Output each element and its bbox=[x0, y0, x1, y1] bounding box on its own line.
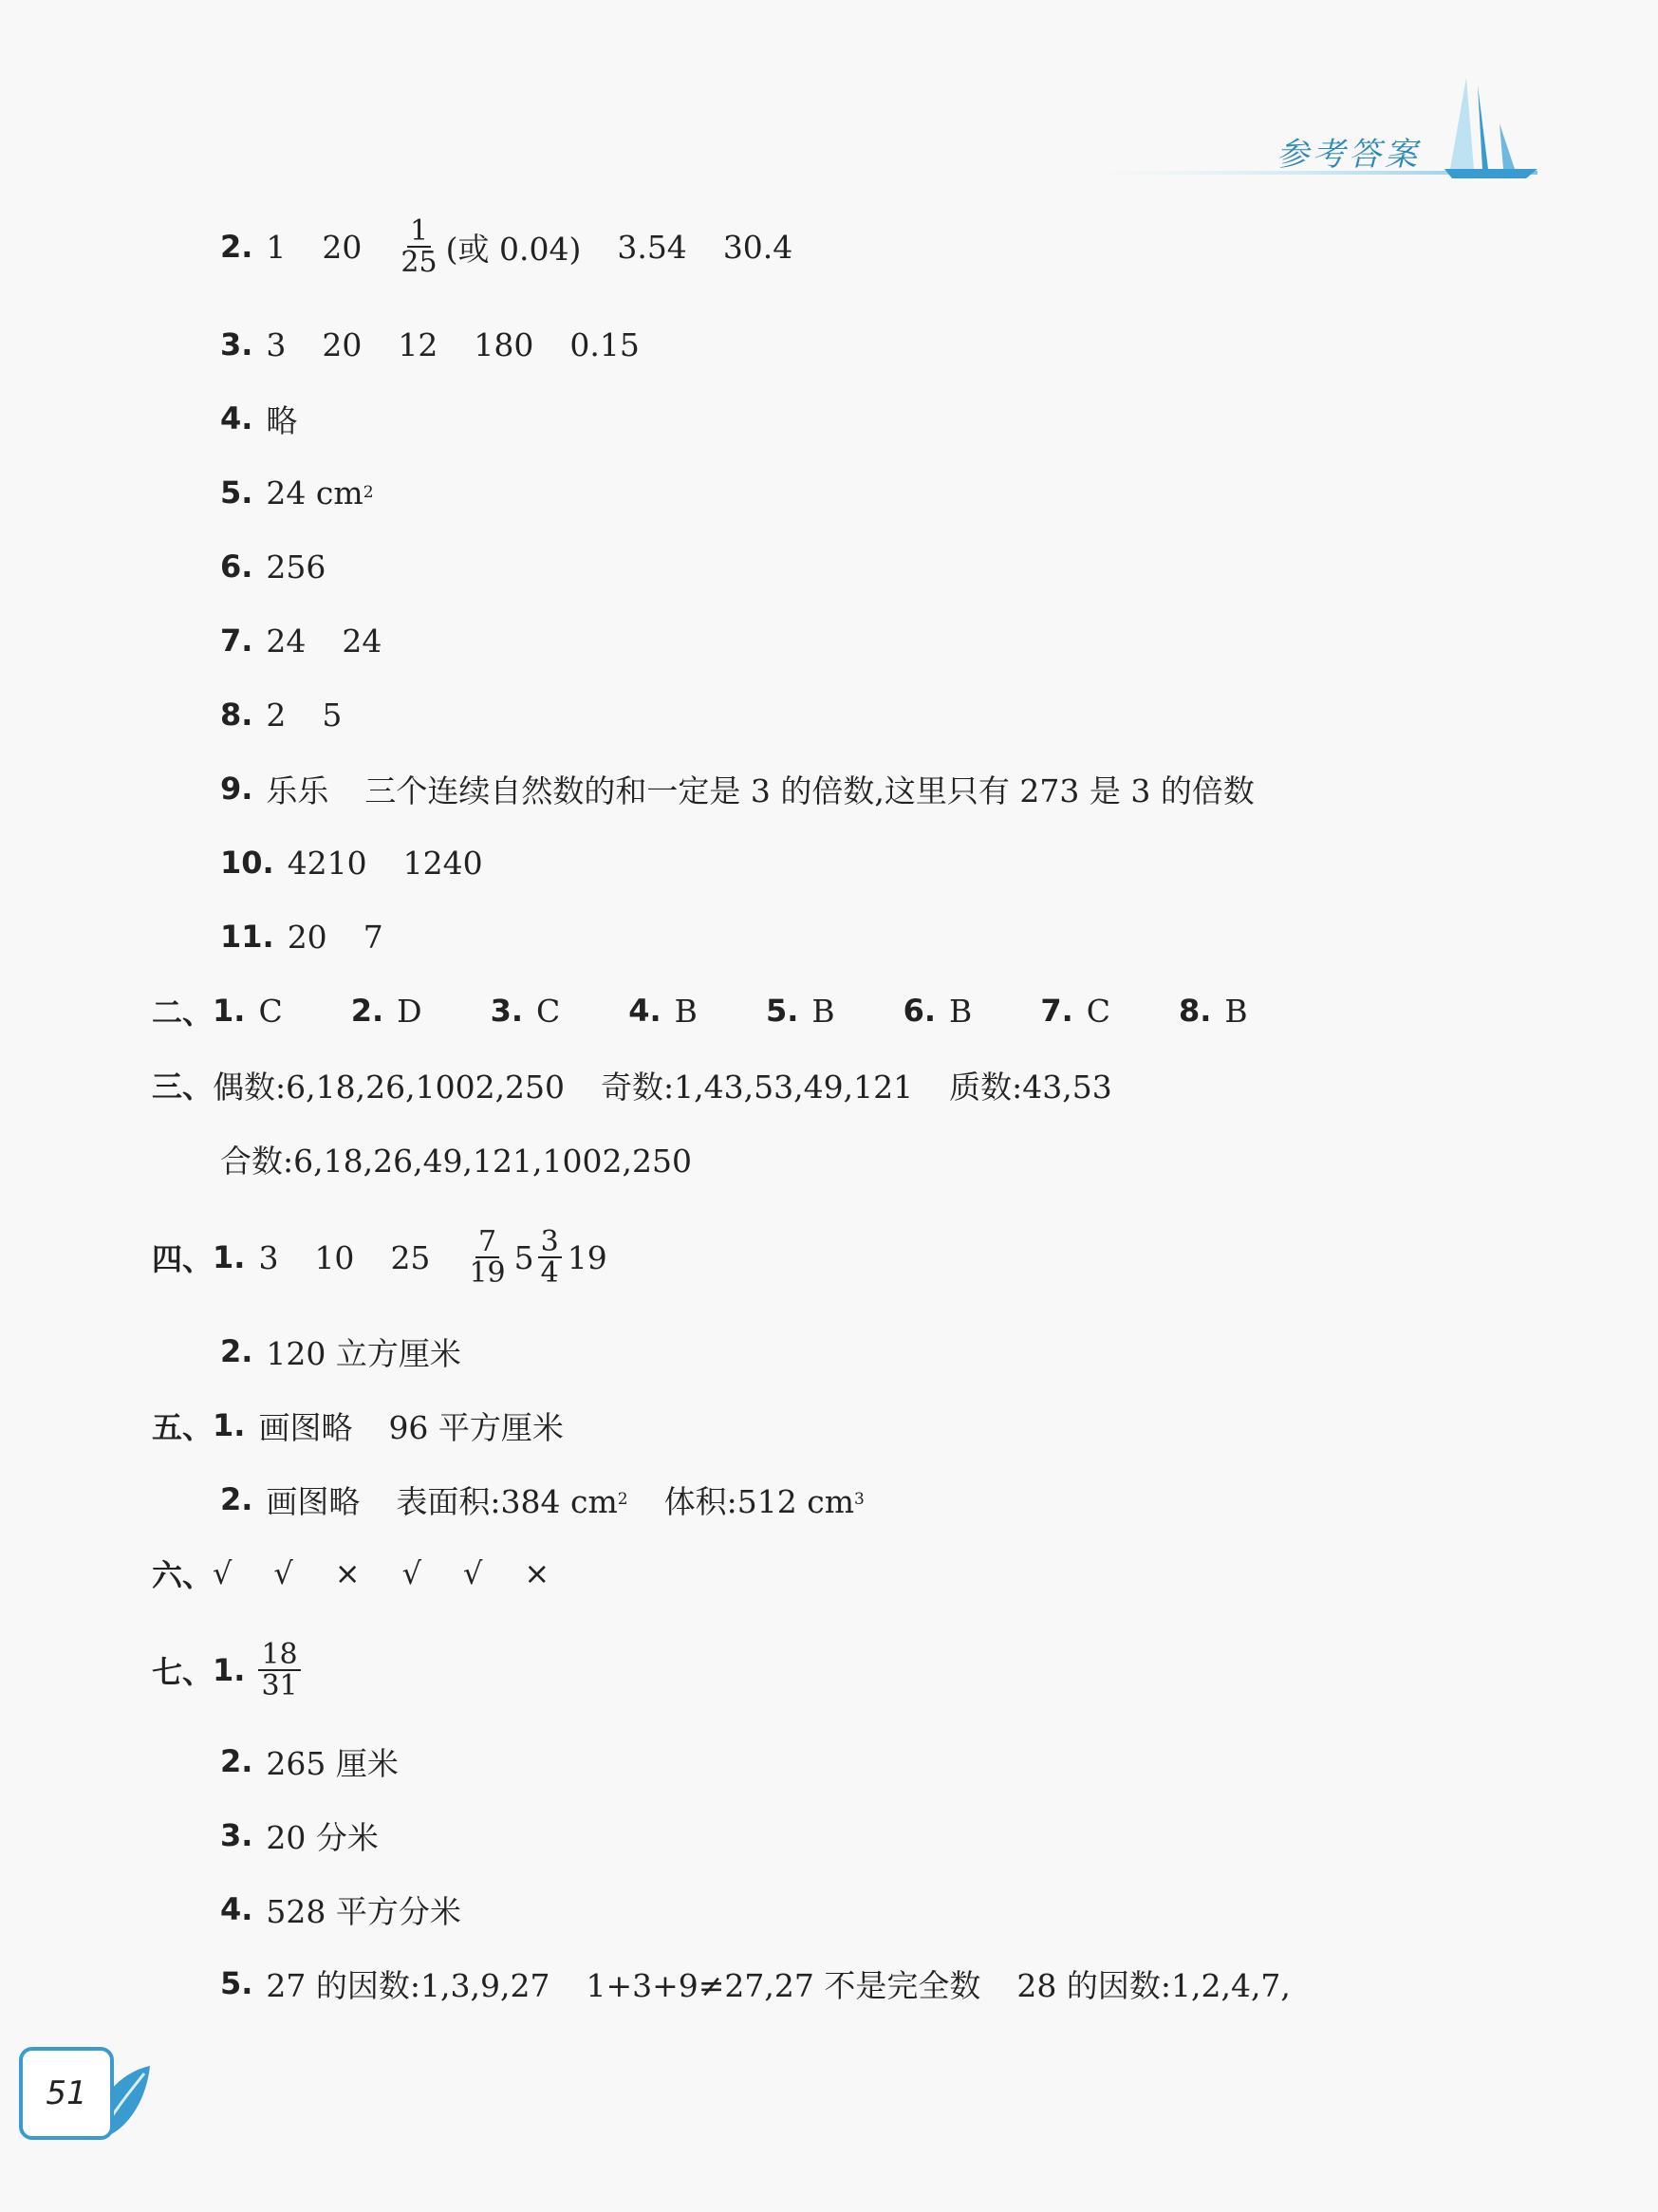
fraction bbox=[398, 216, 439, 278]
answer-1-5: 5. 24 cm 2 bbox=[220, 474, 374, 511]
answer-text: 19 bbox=[469, 1256, 506, 1290]
section-6-judgments bbox=[152, 1545, 591, 1602]
section-3-numbers: 三、 偶数:6,18,26,1002,250 奇数:1,43,53,49,121 质数:43,53 bbox=[152, 1056, 1112, 1113]
answer-text: 7. bbox=[1040, 993, 1073, 1029]
answer-text: 六、 bbox=[152, 1557, 214, 1593]
answer-text: B bbox=[1224, 992, 1248, 1030]
choice-answer bbox=[1179, 993, 1248, 1030]
answer-text: 1. bbox=[213, 993, 246, 1029]
answer-text: 1 bbox=[407, 216, 431, 249]
composite-numbers-line bbox=[220, 1130, 692, 1187]
fraction bbox=[258, 1637, 300, 1702]
header-title: 参考答案 bbox=[1276, 136, 1421, 174]
cross-mark: × bbox=[334, 1555, 361, 1591]
answer-1-9: 9. 乐乐 三个连续自然数的和一定是 3 的倍数,这里只有 273 是 3 的倍数 bbox=[220, 771, 1255, 809]
answer-1-8: 8. 2 5 bbox=[220, 696, 343, 734]
answer-text: 3 bbox=[538, 1227, 562, 1259]
answer-text: 2. bbox=[350, 993, 384, 1029]
choice-answer bbox=[904, 993, 973, 1030]
section-7-q4: 4. 528 平方分米 bbox=[220, 1891, 461, 1930]
answer-text: C bbox=[536, 992, 561, 1030]
check-mark: √ bbox=[463, 1555, 483, 1591]
answer-text: 25 bbox=[401, 246, 438, 279]
check-mark: √ bbox=[213, 1555, 233, 1591]
section-7-q1: 七、 1. $\frac{18}{31}$ bbox=[152, 1632, 307, 1708]
section-2-choices: 二、 1. C 2. D 3. C 4. B 5. B 6. B 7. C 8. B bbox=[152, 992, 1248, 1031]
check-mark: √ bbox=[273, 1555, 293, 1591]
page-number-badge bbox=[11, 2045, 154, 2149]
answer-text: C bbox=[1086, 992, 1110, 1030]
choice-answer bbox=[628, 993, 698, 1030]
composite-numbers: 合数:6,18,26,49,121,1002,250 bbox=[220, 1142, 692, 1180]
check-mark: √ bbox=[401, 1555, 421, 1591]
answer-text: 3. bbox=[490, 993, 523, 1029]
section-5-q1: 五、 1. 画图略 96 平方厘米 bbox=[152, 1407, 564, 1446]
even-numbers: 偶数:6,18,26,1002,250 bbox=[213, 1068, 566, 1106]
odd-numbers: 奇数:1,43,53,49,121 bbox=[601, 1068, 914, 1106]
answer-text: 4 bbox=[540, 1256, 559, 1290]
choice-answer bbox=[766, 993, 835, 1030]
fraction bbox=[466, 1224, 508, 1290]
page-number: 51 bbox=[19, 2047, 114, 2140]
answer-text: 7 bbox=[475, 1227, 499, 1259]
answer-text: 5. bbox=[765, 993, 799, 1029]
section-7-q5: 5. 27 的因数:1,3,9,27 1+3+9≠27,27 不是完全数 28 的因数:1,2,4,7, bbox=[220, 1965, 1291, 2004]
section-4-q1: 四、 1. 3 10 25 $\frac{7}{19}$ 5 $\frac{3}{4}$ 19 bbox=[152, 1224, 607, 1290]
choice-answer bbox=[351, 993, 422, 1030]
answer-text: 31 bbox=[261, 1669, 298, 1702]
answer-1-11: 11. 20 7 bbox=[220, 918, 383, 956]
answer-text: B bbox=[949, 992, 973, 1030]
answer-text: 4. bbox=[628, 993, 661, 1029]
page-header bbox=[1091, 66, 1556, 190]
answer-text: 6. bbox=[903, 993, 937, 1029]
answer-text: B bbox=[811, 992, 835, 1030]
choice-answer bbox=[491, 993, 561, 1030]
section-5-q2: 2. 画图略 表面积:384 cm 2 体积:512 cm 3 bbox=[220, 1481, 865, 1520]
mixed-fraction bbox=[538, 1224, 562, 1290]
choice-answer bbox=[1040, 993, 1110, 1030]
section-7-q2: 2. 265 厘米 bbox=[220, 1743, 399, 1782]
answer-1-6: 6. 256 bbox=[220, 548, 326, 586]
answer-1-7: 7. 24 24 bbox=[220, 622, 382, 660]
answer-text: 18 bbox=[258, 1640, 300, 1672]
answer-1-4: 4. 略 bbox=[220, 400, 298, 439]
choice-answer bbox=[213, 993, 283, 1030]
answer-1-3: 3. 3 20 12 180 0.15 bbox=[220, 325, 640, 363]
answer-text: 8. bbox=[1178, 993, 1212, 1029]
prime-numbers: 质数:43,53 bbox=[949, 1068, 1112, 1106]
answer-text: B bbox=[674, 992, 698, 1030]
section-7-q3: 3. 20 分米 bbox=[220, 1817, 379, 1856]
cross-mark: × bbox=[524, 1555, 550, 1591]
answer-text: C bbox=[258, 992, 283, 1030]
answer-1-10: 10. 4210 1240 bbox=[220, 844, 483, 882]
answer-text: D bbox=[397, 992, 422, 1030]
section-4-q2: 2. 120 立方厘米 bbox=[220, 1333, 461, 1372]
answer-1-2: 2. 1 20 $\frac{1}{25}$ (或 0.04) 3.54 30.4 bbox=[220, 214, 793, 279]
